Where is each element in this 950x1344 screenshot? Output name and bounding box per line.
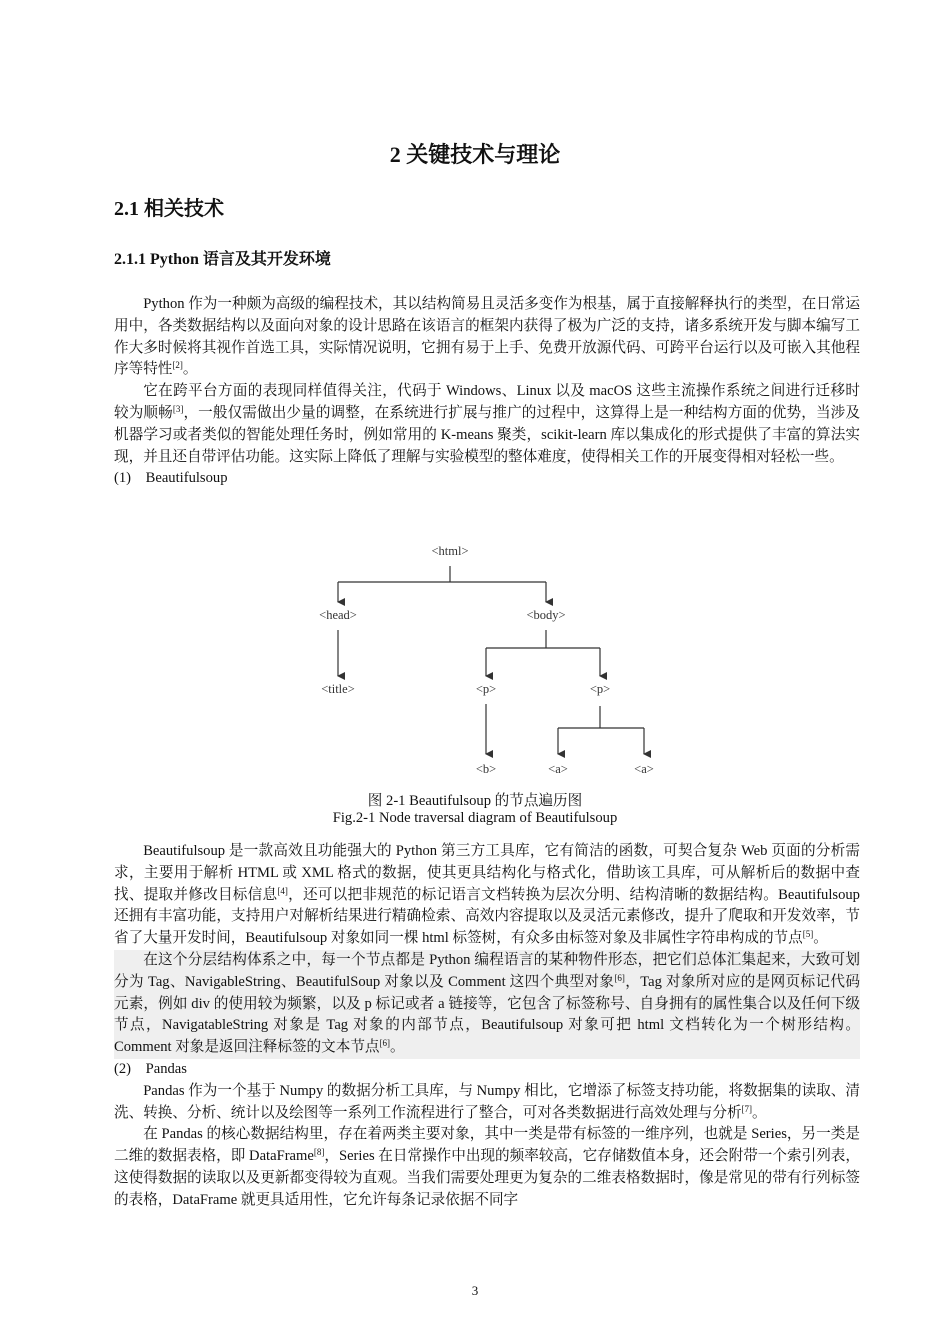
paragraph-object-types: 在这个分层结构体系之中，每一个节点都是 Python 编程语言的某种物件形态，把它们总体汇集起来，大致可划分为 Tag、NavigableString、BeautifulSoup 对象以及 Comment 这四个典型对象[6]，Tag 对象所对应的是网页标记代码元素，例如 div 的使用较为频繁，以及 p 标记或者 a 链接等，它包含了标签称号、自身拥有的属性集合以及任何下级节点，NavigatableString 对象是 Tag 对象的内部节点，Beautifulsoup 对象可把 html 文档转化为一个树形结构。Comment 对象是返回注释标签的文本节点[6]。: [114, 950, 860, 1059]
citation: [6]: [614, 972, 625, 983]
node-a: <a>: [634, 762, 654, 776]
citation: [3]: [172, 403, 184, 414]
paragraph-pandas-intro: Pandas 作为一个基于 Numpy 的数据分析工具库，与 Numpy 相比，它增添了标签支持功能，将数据集的读取、清洗、转换、分析、统计以及绘图等一系列工作流程进行了整合，可对各类数据进行高效处理与分析[7]。: [114, 1082, 860, 1121]
figure-caption-en: Fig.2-1 Node traversal diagram of Beautifulsoup: [332, 810, 618, 826]
body-text-top: [114, 294, 860, 490]
paragraph-python-intro: Python 作为一种颇为高级的编程技术，其以结构简易且灵活多变作为根基，属于直接解释执行的类型，在日常运用中，各类数据结构以及面向对象的设计思路在该语言的框架内获得了极为广泛的支持，诸多系统开发与脚本编写工作大多时候将其视作首选工具，实际情况说明，它拥有易于上手、免费开放源代码、可跨平台运行以及可嵌入其他程序等特性[2]。: [114, 296, 860, 378]
chapter-title: 2 关键技术与理论: [389, 142, 561, 167]
node-body: <body>: [526, 608, 566, 622]
node-traversal-diagram: [300, 538, 660, 778]
citation: [6]: [379, 1038, 391, 1049]
citation: [4]: [277, 885, 288, 896]
subsection-title: 2.1.1 Python 语言及其开发环境: [114, 251, 331, 268]
node-title: <title>: [321, 682, 355, 696]
node-p: <p>: [589, 682, 611, 696]
paragraph-cross-platform: 它在跨平台方面的表现同样值得关注，代码于 Windows、Linux 以及 macOS 这些主流操作系统之间进行迁移时较为顺畅[3]，一般仅需做出少量的调整，在系统进行扩展与推广的过程中，这算得上是一种结构方面的优势，当涉及机器学习或者类似的智能处理任务时，例如常用的 K-means 聚类，scikit-learn 库以集成化的形式提供了丰富的算法实现，并且还自带评估功能。这实际上降低了理解与实验模型的整体难度，使得相关工作的开展变得相对轻松一些。: [114, 383, 860, 465]
paragraph-pandas-structures: 在 Pandas 的核心数据结构里，存在着两类主要对象，其中一类是带有标签的一维序列，也就是 Series，另一类是二维的数据表格，即 DataFrame[8]，Series 在日常操作中出现的频率较高，它存储数值本身，还会附带一个索引列表，这使得数据的读取以及更新都变得较为直观。当我们需要处理更为复杂的二维表格数据时，像是常见的带有行列标签的表格，DataFrame 就更具适用性，它允许每条记录依据不同字: [114, 1126, 860, 1208]
node-p: <p>: [475, 682, 497, 696]
node-a: <a>: [548, 762, 568, 776]
list-item-pandas: (2) Pandas: [114, 1060, 187, 1077]
citation: [7]: [741, 1103, 753, 1114]
node-b: <b>: [475, 762, 497, 776]
section-title: 2.1 相关技术: [114, 198, 224, 220]
paragraph-beautifulsoup: Beautifulsoup 是一款高效且功能强大的 Python 第三方工具库，它有简洁的函数，可契合复杂 Web 页面的分析需求，主要用于解析 HTML 或 XML 格式的数据，使其更具结构化与格式化，借助该工具库，可从解析后的数据中查找、提取并修改目标信息[4]，还可以把非规范的标记语言文档转换为层次分明、结构清晰的数据结构。Beautifulsoup 还拥有丰富功能，支持用户对解析结果进行精确检索、高效内容提取以及灵活元素修改，提升了爬取和开发效率，节省了大量开发时间，Beautifulsoup 对象如同一棵 html 标签树，有众多由标签对象及非属性字符串构成的节点[5]。: [114, 843, 860, 947]
body-text-bottom: [114, 841, 860, 1212]
citation: [5]: [802, 929, 814, 940]
citation: [2]: [172, 360, 183, 371]
list-item-beautifulsoup: (1) Beautifulsoup: [114, 470, 228, 487]
citation: [8]: [313, 1147, 325, 1158]
page-number: 3: [471, 1283, 479, 1298]
node-head: <head>: [319, 608, 357, 622]
node-html: <html>: [431, 544, 469, 558]
figure-caption-cn: 图 2-1 Beautifulsoup 的节点遍历图: [367, 793, 583, 809]
